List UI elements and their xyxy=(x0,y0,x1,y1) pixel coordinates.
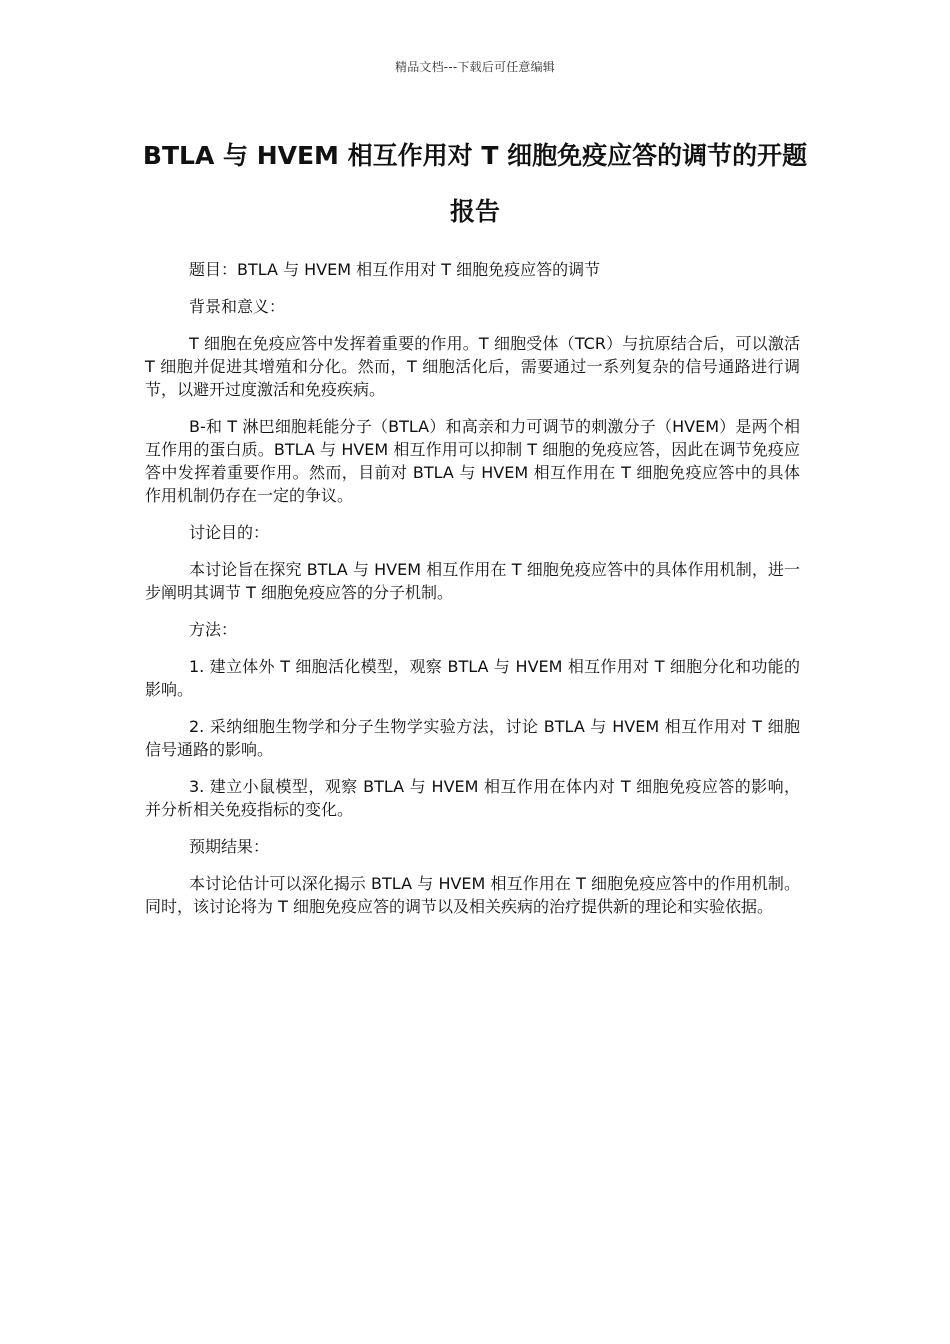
methods-heading: 方法： xyxy=(189,620,238,639)
background-heading: 背景和意义： xyxy=(189,297,286,316)
document-title: BTLA 与 HVEM 相互作用对 T 细胞免疫应答的调节的开题报告 xyxy=(142,141,808,226)
method-item-3: 3. 建立小鼠模型，观察 BTLA 与 HVEM 相互作用在体内对 T 细胞免疫应答的影响，并分析相关免疫指标的变化。 xyxy=(145,777,800,819)
background-paragraph-1: T 细胞在免疫应答中发挥着重要的作用。T 细胞受体（TCR）与抗原结合后，可以激活 T 细胞并促进其增殖和分化。然而，T 细胞活化后，需要通过一系列复杂的信号通路进行调节，以避开过度激活和免疫疾病。 xyxy=(145,334,800,399)
results-heading: 预期结果： xyxy=(189,837,270,856)
document-body xyxy=(145,258,800,932)
page-header-note: 精品文档---下载后可任意编辑 xyxy=(395,60,555,74)
method-item-1: 1. 建立体外 T 细胞活化模型，观察 BTLA 与 HVEM 相互作用对 T 细胞分化和功能的影响。 xyxy=(145,657,800,699)
results-paragraph: 本讨论估计可以深化揭示 BTLA 与 HVEM 相互作用在 T 细胞免疫应答中的作用机制。同时，该讨论将为 T 细胞免疫应答的调节以及相关疾病的治疗提供新的理论和实验依据。 xyxy=(145,874,800,916)
objective-paragraph: 本讨论旨在探究 BTLA 与 HVEM 相互作用在 T 细胞免疫应答中的具体作用机制，进一步阐明其调节 T 细胞免疫应答的分子机制。 xyxy=(145,560,800,602)
background-paragraph-2: B-和 T 淋巴细胞耗能分子（BTLA）和高亲和力可调节的刺激分子（HVEM）是两个相互作用的蛋白质。BTLA 与 HVEM 相互作用可以抑制 T 细胞的免疫应答，因此在调节免疫应答中发挥着重要作用。然而，目前对 BTLA 与 HVEM 相互作用在 T 细胞免疫应答中的具体作用机制仍存在一定的争议。 xyxy=(145,417,800,505)
method-item-2: 2. 采纳细胞生物学和分子生物学实验方法，讨论 BTLA 与 HVEM 相互作用对 T 细胞信号通路的影响。 xyxy=(145,717,800,759)
topic-line: 题目：BTLA 与 HVEM 相互作用对 T 细胞免疫应答的调节 xyxy=(189,260,601,279)
objective-heading: 讨论目的： xyxy=(189,523,270,542)
